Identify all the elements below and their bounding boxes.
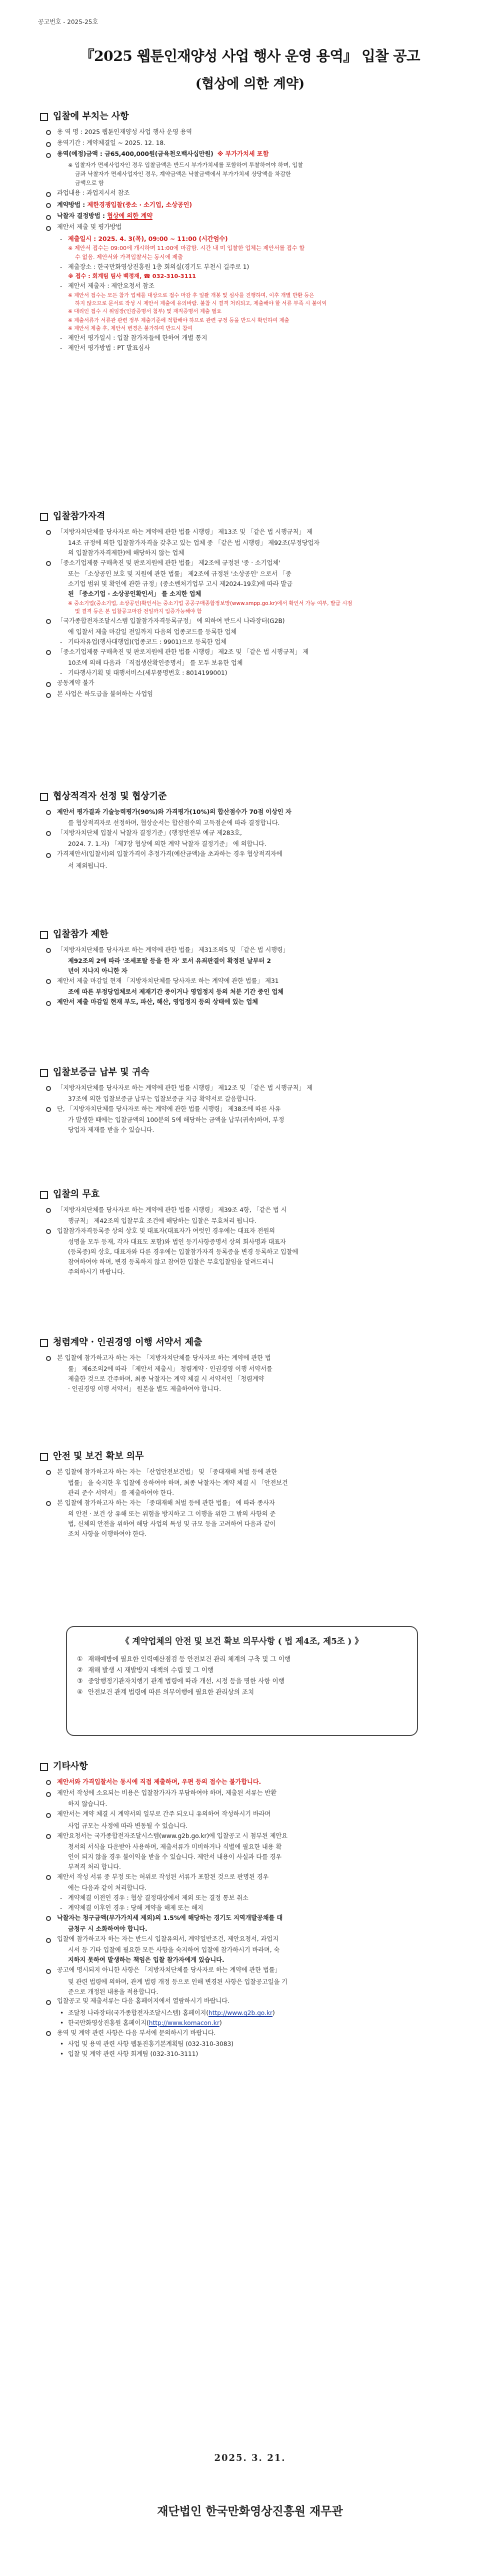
list-item: 용역 및 계약 관련 사항은 다음 부서에 문의하시기 바랍니다. — [40, 2029, 465, 2040]
section-negotiation: 협상적격자 선정 및 협상기준 제안서 평가결과 기술능력평가(90%)와 가격평가(10%)의 합산점수가 70점 이상인 자 를 협상적격자로 선정하며, 협상순서는 합산점수의 고득점순에 따라 결정합니다. 「지방자치단체 입찰시 낙찰자 결정기준」(행정안전부 예규 제283호, 2024. 7. 1.자) 「제7장 협상에 의한 계약 낙찰자 결정기준」 에 의합니다. 가격제안서(입찰서)의 입찰가격이 추정가격(예산금액)을 초과하는 경우 협상적격자에 서 제외됩니다. — [40, 790, 465, 872]
list-item: 입찰공고 및 제출서류는 다음 홈페이지에서 열람하시기 바랍니다. — [40, 1997, 465, 2008]
list-item: 제안서는 계약 체결 시 계약서의 일부로 간주 되오니 유의하여 작성하시기 바라며 — [40, 1810, 465, 1821]
section-safety: 안전 및 보건 확보 의무 본 입찰에 참가하고자 하는 자는 「산업안전보건법」 및 「중대재해 처벌 등에 관한 법률」 을 숙지한 후 입찰에 응하여야 하며, 최종 낙찰자는 계약 체결 시 「안전보건 관리 준수 서약서」 를 제출하여야 한다. 본 입찰에 참가하고자 하는 자는 「중대재해 처벌 등에 관한 법률」 에 따라 종사자 의 안전 · 보건 상 유해 또는 위험을 방지하고 그 이행을 위한 그 밖의 사항의 준 법, 신체의 안전을 위하여 해당 사업의 특성 및 규모 등을 고려하여 다음과 같이 조치 사항을 이행하여야 한다. — [40, 1450, 465, 1540]
list-item: 제안서 제출 마감일 현재 부도, 파산, 해산, 영업정지 등의 상태에 있는 업체 — [40, 998, 465, 1009]
circle-bullet-icon — [46, 153, 51, 158]
circle-bullet-icon — [46, 1916, 51, 1921]
notice-number: 공고번호 - 2025-25호 — [38, 19, 99, 26]
list-item: ② 재해 발생 시 재발방지 대책의 수립 및 그 이행 — [77, 1665, 407, 1676]
sub-item: - 제안서 제출자 : 제안요청서 참조 — [60, 282, 155, 290]
section-title: 안전 및 보건 확보 의무 — [40, 1450, 465, 1465]
list-item: 용역(예정)금액 : 금65,400,000원(금육천오백사십만원) ※ 부가가치세 포함 — [40, 150, 465, 161]
circle-bullet-icon — [46, 215, 51, 220]
list-item: 공고에 명시되지 아니한 사항은 「지방자치단체를 당사자로 하는 계약에 관한 법률」 — [40, 1966, 465, 1977]
circle-bullet-icon — [46, 619, 51, 624]
section-title: 입찰보증금 납부 및 귀속 — [40, 1066, 465, 1081]
note: 및 결격 등은 본 입찰공고마감 전일까지 입증가능해야 함 — [75, 609, 202, 616]
circle-bullet-icon — [46, 1813, 51, 1818]
checkbox-icon — [40, 113, 48, 121]
circle-bullet-icon — [46, 979, 51, 984]
list-item: 제안서 평가결과 기술능력평가(90%)와 가격평가(10%)의 합산점수가 70점 이상인 자 — [40, 808, 465, 819]
circle-bullet-icon — [46, 1875, 51, 1880]
circle-bullet-icon — [46, 1229, 51, 1234]
list-item: 입찰에 참가하고자 하는 자는 반드시 입찰유의서, 계약일반조건, 제안요청서, 과업지 — [40, 1935, 465, 1946]
circle-bullet-icon — [46, 203, 51, 208]
list-item: 「지방자치단체 입찰시 낙찰자 결정기준」(행정안전부 예규 제283호, — [40, 829, 465, 840]
list-item: 「지방자치단체를 당사자로 하는 계약에 관한 법률 시행령」 제39조 4항, 「같은 법 시 — [40, 1206, 465, 1217]
list-item: 입찰참가자격등록증 상의 상호 및 대표자(대표자가 여럿인 경우에는 대표자 전원의 — [40, 1227, 465, 1238]
circle-bullet-icon — [46, 1792, 51, 1797]
section-qualification: 입찰참가자격 「지방자치단체를 당사자로 하는 계약에 관한 법률 시행령」 제13조 및 「같은 법 시행규칙」 제 14조 규정에 의한 입찰참가자격을 갖추고 있는 업체 중 「같은 법 시행령」 제92조(부정당업자 의 입찰참가자격제한)에 해당하지 않는 업체 「중소기업제품 구매촉진 및 판로지원에 관한 법률」 제2조에 규정된 '중 · 소기업체' 또는 「소상공인 보호 및 지원에 관한 법률」 제2조에 규정된 '소상공인' 으로서 「중 소기업 범위 및 확인에 관한 규정」(중소벤처기업부 고시 제2024-19호)에 따라 발급 된 「중소기업 · 소상공인확인서」 를 소지한 업체 ※ 중소기업(중소기업, 소상공인)확인서는 중소기업 공공구매종합정보망(www.smpp.go.kr)에서 확인서 가능 여부, 발급 시점 및 결격 등은 본 입찰공고마감 전일까지 입증가능해야 함 「국가종합전자조달시스템 입찰참가자격등록규정」 에 의하여 반드시 나라장터(G2B) 에 입찰서 제출 마감일 전일까지 다음의 업종코드를 등록한 업체 - 기타자유업(행사대행업)(업종코드 : 9901)으로 등록한 업체 「중소기업제품 구매촉진 및 판로지원에 관한 법률 시행령」 제2조 및 「같은 법 시행규칙」 제 10조에 의해 다음과 「직접생산확인증명서」 를 모두 보유한 업체 - 기타행사기획 및 대행서비스(세부품명번호 : 8014199001) 공동계약 불가 본 사업은 하도급을 불허하는 사업임 — [40, 510, 465, 702]
list-item: ③ 중앙행정기관자치행기 관계 법령에 따라 개선, 시정 등을 명한 사항 이행 — [77, 1676, 407, 1687]
note: 수 없음. 제안서와 가격입찰서는 동시에 제출 — [75, 254, 183, 261]
checkbox-icon — [40, 1069, 48, 1077]
section-restriction: 입찰참가 제한 「지방자치단체를 당사자로 하는 계약에 관한 법률」 제31조의5 및 「같은 법 시행령」 제92조의 2에 따라 '조세포탈 등을 한 자' 로서 유죄판결이 확정된 날부터 2 년이 지나지 아니한 자 제안서 제출 마감일 현재 「지방자치단체를 당사자로 하는 계약에 관한 법률」 제31 조에 따른 부정당업체로서 제재기간 중이거나 영업정지 등의 처분 기간 중인 업체 제안서 제출 마감일 현재 부도, 파산, 해산, 영업정지 등의 상태에 있는 업체 — [40, 928, 465, 1010]
checkbox-icon — [40, 1763, 48, 1771]
note: ※ 대리인 접수 시 위임장(인감증명서 첨부) 및 재직증명서 제출 필요 — [68, 309, 222, 316]
section-title: 청렴계약 · 인권경영 이행 서약서 제출 — [40, 1336, 465, 1351]
komacon-link[interactable]: http://www.komacon.kr — [148, 2019, 220, 2027]
number-4-icon: ④ — [77, 1689, 83, 1697]
sub-item: - 제안서 평가방법 : PT 발표심사 — [60, 344, 150, 352]
list-item: 낙찰자는 청구금액(부가가치세 제외)의 1.5%에 해당하는 경기도 지역개발공채를 대 — [40, 1914, 465, 1925]
circle-bullet-icon — [46, 1834, 51, 1839]
number-2-icon: ② — [77, 1667, 83, 1675]
list-item: 「지방자치단체를 당사자로 하는 계약에 관한 법률 시행령」 제13조 및 「같은 법 시행규칙」 제 — [40, 528, 465, 539]
list-item: 가격제안서(입찰서)의 입찰가격이 추정가격(예산금액)을 초과하는 경우 협상적격자에 — [40, 850, 465, 861]
section-title: 기타사항 — [40, 1760, 465, 1775]
sub-item: - 제출장소 : 한국만화영상진흥원 1층 회의실(경기도 부천시 길주로 1) — [60, 263, 250, 271]
circle-bullet-icon — [46, 853, 51, 858]
circle-bullet-icon — [46, 142, 51, 147]
circle-bullet-icon — [46, 226, 51, 231]
sub-item: - 제출일시 : 2025. 4. 3(목), 09:00 ~ 11:00 (시간엄수) — [60, 235, 228, 243]
circle-bullet-icon — [46, 948, 51, 953]
note: 하지 않으므로 문서로 작성 시 제안서 제출에 유의바람. 불참 시 결격 처리되고, 제출해야 할 서류 부족 시 불이익 — [75, 301, 327, 308]
issuer-name: 재단법인 한국만화영상진흥원 재무관 — [157, 2504, 343, 2518]
circle-bullet-icon — [46, 130, 51, 135]
list-item: 제안서 제출 마감일 현재 「지방자치단체를 당사자로 하는 계약에 관한 법률」 제31 — [40, 977, 465, 988]
g2b-link[interactable]: http://www.g2b.go.kr — [208, 2009, 273, 2017]
section-title: 입찰참가자격 — [40, 510, 465, 525]
circle-bullet-icon — [46, 650, 51, 655]
page-title: 『2025 웹툰인재양성 사업 행사 운영 용역』 입찰 공고 — [80, 49, 420, 65]
circle-bullet-icon — [46, 530, 51, 535]
checkbox-icon — [40, 1339, 48, 1347]
list-item: 본 사업은 하도급을 불허하는 사업임 — [40, 690, 465, 701]
circle-bullet-icon — [46, 2031, 51, 2036]
list-item: 제안서 제출 및 평가방법 — [40, 223, 465, 234]
note: ※ 제안서 제출 후, 제안서 변경은 불가하며 반드시 참여 — [68, 326, 193, 333]
checkbox-icon — [40, 793, 48, 801]
title-block — [40, 46, 460, 95]
circle-bullet-icon — [46, 1780, 51, 1785]
circle-bullet-icon — [46, 1938, 51, 1943]
list-item: 계약방법 : 제한경쟁입찰(중소 · 소기업, 소상공인) — [40, 201, 465, 212]
circle-bullet-icon — [46, 682, 51, 687]
note: 금과 낙찰자가 면세사업자인 경우, 계약금액은 낙찰금액에서 부가가치세 상당액을 차감한 — [75, 171, 291, 178]
checkbox-icon — [40, 1453, 48, 1461]
checkbox-icon — [40, 1191, 48, 1199]
list-item: 용 역 명 : 2025 웹툰인재양성 사업 행사 운영 용역 — [40, 128, 465, 139]
checkbox-icon — [40, 513, 48, 521]
number-3-icon: ③ — [77, 1678, 83, 1686]
circle-bullet-icon — [46, 1086, 51, 1091]
page-subtitle: (협상에 의한 계약) — [195, 77, 305, 92]
list-item: 본 입찰에 참가하고자 하는 자는 「지방자치단체를 당사자로 하는 계약에 관한 법 — [40, 1354, 465, 1365]
list-item: 제안서 작성에 소요되는 비용은 입찰참가자가 부담하여야 하며, 제출된 서류는 반환 — [40, 1789, 465, 1800]
circle-bullet-icon — [46, 1356, 51, 1361]
section-misc: 기타사항 제안서와 가격입찰서는 동시에 직접 제출하며, 우편 등의 접수는 불가합니다. 제안서 작성에 소요되는 비용은 입찰참가자가 부담하여야 하며, 제출된 서류는 반환 하지 않습니다. 제안서는 계약 체결 시 계약서의 일부로 간주 되오니 유의하여 작성하시기 바라며 사업 규모는 사정에 따라 변동될 수 있습니다. 제안요청서는 국가종합전자조달시스템(www.g2b.go.kr)에 입찰공고 시 첨부된 제안요 청서의 서식을 다운받아 사용하며, 제출서류가 미비하거나 식별에 필요한 내용 확 인이 되지 않을 경우 불이익을 받을 수 있습니다. 제안서 내용이 사실과 다를 경우 부적격 처리 합니다. 제안서 작성 서류 중 부정 또는 허위로 작성된 서류가 포함된 것으로 판명된 경우 에는 다음과 같이 처리합니다. - 계약체결 이전인 경우 : 협상 결정대상에서 제외 또는 결정 통보 취소 - 계약체결 이후인 경우 : 당해 계약을 해제 또는 해지 낙찰자는 청구금액(부가가치세 제외)의 1.5%에 해당하는 경기도 지역개발공채를 대 금청구 시 소화하여야 합니다. 입찰에 참가하고자 하는 자는 반드시 입찰유의서, 계약일반조건, 제안요청서, 과업지 시서 등 기타 입찰에 필요한 모든 사항을 숙지하여 입찰에 참가하시기 바라며, 숙 지하지 못하여 발생하는 책임은 입찰 참가자에게 있습니다. 공고에 명시되지 아니한 사항은 「지방자치단체를 당사자로 하는 계약에 관한 법률」 및 관련 법령에 의하며, 관계 법령 개정 등으로 인해 변경된 사항은 입찰공고일을 기 준으로 개정된 내용을 적용합니다. 입찰공고 및 제출서류는 다음 홈페이지에서 열람하시기 바랍니다. • 조달청 나라장터(국가종합전자조달시스템) 홈페이지(http://www.g2b.go.kr) • 한국만화영상진흥원 홈페이지(http://www.komacon.kr) 용역 및 계약 관련 사항은 다음 부서에 문의하시기 바랍니다. • 사업 및 용역 관련 사항 웹툰진흥기본계획팀 (032-310-3083) • 입찰 및 계약 관련 사항 회계팀 (032-310-3111) — [40, 1760, 465, 2060]
list-item: 용역기간 : 계약체결일 ~ 2025. 12. 18. — [40, 139, 465, 150]
circle-bullet-icon — [46, 561, 51, 566]
circle-bullet-icon — [46, 1107, 51, 1112]
notice-date: 2025. 3. 21. — [214, 2454, 286, 2464]
list-item: 제안서와 가격입찰서는 동시에 직접 제출하며, 우편 등의 접수는 불가합니다. — [40, 1778, 465, 1789]
circle-bullet-icon — [46, 192, 51, 197]
list-item: 낙찰자 결정방법 : 협상에 의한 계약 — [40, 212, 465, 223]
note: 금액으로 함 — [75, 181, 104, 188]
list-item: ④ 안전보건 관계 법령에 따른 의무이행에 필요한 관리상의 조치 — [77, 1687, 407, 1698]
note: ※ 제안서 접수는 모든 참가 업체를 대상으로 접수 마감 후 일괄 개봉 및 심사를 진행하며, 이후 개별 반환 등은 — [68, 292, 315, 299]
section-title: 입찰의 무효 — [40, 1188, 465, 1203]
list-item: 제안요청서는 국가종합전자조달시스템(www.g2b.go.kr)에 입찰공고 시 첨부된 제안요 — [40, 1832, 465, 1843]
list-item: 「중소기업제품 구매촉진 및 판로지원에 관한 법률 시행령」 제2조 및 「같은 법 시행규칙」 제 — [40, 648, 465, 659]
list-item: 본 입찰에 참가하고자 하는 자는 「중대재해 처벌 등에 관한 법률」 에 따라 종사자 — [40, 1499, 465, 1510]
note: ※ 중소기업(중소기업, 소상공인)확인서는 중소기업 공공구매종합정보망(www.smpp.go.kr)에서 확인서 가능 여부, 발급 시점 — [68, 600, 353, 607]
list-item: 「지방자치단체를 당사자로 하는 계약에 관한 법률 시행령」 제12조 및 「같은 법 시행규칙」 제 — [40, 1084, 465, 1095]
list-item: ① 재해예방에 필요한 인력예산점검 등 안전보건 관리 체계의 구축 및 그 이행 — [77, 1654, 407, 1665]
list-item: 본 입찰에 참가하고자 하는 자는 「산업안전보건법」 및 「중대재해 처벌 등에 관한 — [40, 1468, 465, 1479]
list-item: 「중소기업제품 구매촉진 및 판로지원에 관한 법률」 제2조에 규정된 '중 · 소기업체' — [40, 559, 465, 570]
sub-item: - 제안서 평가일시 : 입찰 참가자들에 한하여 개별 통지 — [60, 334, 208, 342]
circle-bullet-icon — [46, 810, 51, 815]
section-title: 입찰에 부치는 사항 — [40, 110, 465, 125]
section-title: 입찰참가 제한 — [40, 928, 465, 943]
note: ※ 접수 : 회계팀 팀사 백정재, ☎ 032-310-3111 — [68, 273, 197, 280]
safety-obligation-box — [66, 1626, 418, 1736]
circle-bullet-icon — [46, 1969, 51, 1974]
section-deposit: 입찰보증금 납부 및 귀속 「지방자치단체를 당사자로 하는 계약에 관한 법률 시행령」 제12조 및 「같은 법 시행규칙」 제 37조에 의한 입찰보증금 납부는 입찰보증금 지급 확약서로 갈음합니다. 단, 「지방자치단체를 당사자로 하는 계약에 관한 법률 시행령」 제38조에 따른 사유 가 발생한 때에는 입찰금액의 100분의 5에 해당하는 금액을 납부(귀속)하며, 부정 당업자 제재를 받을 수 있습니다. — [40, 1066, 465, 1136]
circle-bullet-icon — [46, 1001, 51, 1006]
section-invalid: 입찰의 무효 「지방자치단체를 당사자로 하는 계약에 관한 법률 시행령」 제39조 4항, 「같은 법 시 행규칙」 제42조의 입찰무효 조건에 해당하는 입찰은 무효처리 됩니다. 입찰참가자격등록증 상의 상호 및 대표자(대표자가 여럿인 경우에는 대표자 전원의 성명을 모두 등재, 각자 대표도 포함)와 법인 등기사항증명서 상의 회사명과 대표자 (등록증)의 상호, 대표자와 다른 경우에는 입찰참가자격 등록증을 변경 등록하고 입찰에 참여하여야 하며, 변경 등록하지 않고 참여한 입찰은 무효입찰임을 알려드리니 주의하시기 바랍니다. — [40, 1188, 465, 1278]
circle-bullet-icon — [46, 1470, 51, 1475]
list-item: 「국가종합전자조달시스템 입찰참가자격등록규정」 에 의하여 반드시 나라장터(G2B) — [40, 617, 465, 628]
list-item: 과업내용 : 과업지시서 참조 — [40, 189, 465, 200]
circle-bullet-icon — [46, 831, 51, 836]
checkbox-icon — [40, 931, 48, 939]
number-1-icon: ① — [77, 1656, 83, 1664]
list-item: 제안서 작성 서류 중 부정 또는 허위로 작성된 서류가 포함된 것으로 판명된 경우 — [40, 1873, 465, 1884]
circle-bullet-icon — [46, 2000, 51, 2005]
circle-bullet-icon — [46, 1208, 51, 1213]
list-item: 「지방자치단체를 당사자로 하는 계약에 관한 법률」 제31조의5 및 「같은 법 시행령」 — [40, 946, 465, 957]
section-integrity: 청렴계약 · 인권경영 이행 서약서 제출 본 입찰에 참가하고자 하는 자는 「지방자치단체를 당사자로 하는 계약에 관한 법 률」 제6조의2에 따라 「제안서 제출시」 청렴계약 · 인권경영 이행 서약서를 제출한 것으로 간주하며, 최종 낙찰자는 계약 체결 시 서약서인 「청렴계약 · 인권경영 이행 서약서」 원본을 별도 제출하여야 합니다. — [40, 1336, 465, 1395]
note: ※ 입찰자가 면세사업자인 경우 입찰금액은 반드시 부가가치세를 포함하여 투찰하여야 하며, 입찰 — [68, 162, 303, 169]
obligation-title: 《 계약업체의 안전 및 보건 확보 의무사항 ( 법 제4조, 제5조 ) 》 — [121, 1636, 363, 1646]
circle-bullet-icon — [46, 1501, 51, 1506]
circle-bullet-icon — [46, 693, 51, 698]
section-bidding-items — [40, 110, 465, 353]
section-title: 협상적격자 선정 및 협상기준 — [40, 790, 465, 805]
list-item: 공동계약 불가 — [40, 679, 465, 690]
note: ※ 제안서 접수는 09:00에 개시하며 11:00에 마감함. 시간 내 미 입찰한 업체는 제안서를 접수 할 — [68, 245, 305, 252]
list-item: 단, 「지방자치단체를 당사자로 하는 계약에 관한 법률 시행령」 제38조에 따른 사유 — [40, 1105, 465, 1116]
note: ※ 제출서류가 서류관 관련 정부 제출기준에 적합해야 하므로 관련 규정 등을 반드시 확인하여 제출 — [68, 317, 290, 324]
